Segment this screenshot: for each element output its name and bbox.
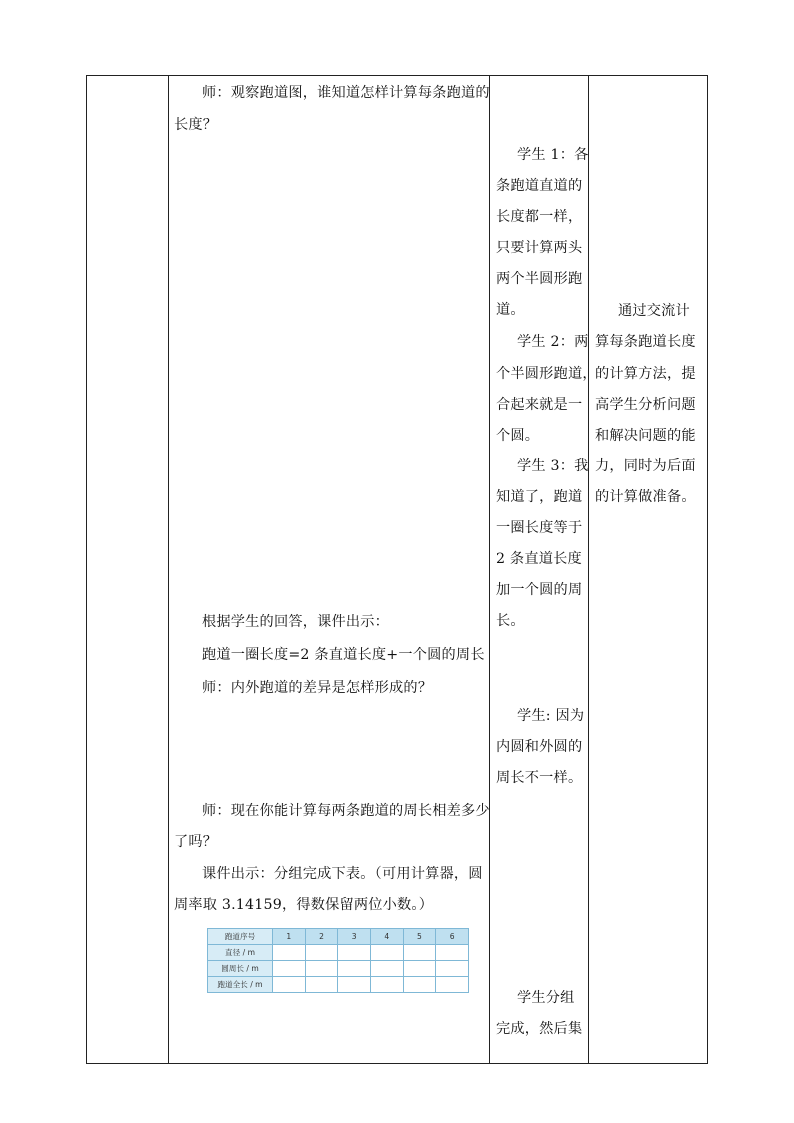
student-line: 条跑道直道的 xyxy=(496,178,583,194)
student-line: 学生分组 xyxy=(517,990,575,1006)
student-line: 完成，然后集 xyxy=(496,1021,583,1037)
intent-line: 力，同时为后面 xyxy=(595,458,696,474)
header-cell: 5 xyxy=(403,929,436,945)
student-line: 一圈长度等于 xyxy=(496,520,583,536)
student-line: 学生 1：各 xyxy=(517,147,589,163)
student-line: 个半圆形跑道， xyxy=(496,366,597,382)
table-cell xyxy=(436,945,469,961)
table-cell xyxy=(305,977,338,993)
task-instruction-line1: 课件出示：分组完成下表。（可用计算器，圆 xyxy=(202,866,483,882)
teacher-question-3-line1: 师：现在你能计算每两条跑道的周长相差多少 xyxy=(202,803,490,819)
courseware-intro: 根据学生的回答，课件出示： xyxy=(202,614,390,630)
column-divider-1 xyxy=(168,75,169,1064)
intent-line: 的计算做准备。 xyxy=(595,489,696,505)
table-cell xyxy=(338,945,371,961)
table-cell xyxy=(436,961,469,977)
row-label-circumference: 圆周长 / m xyxy=(208,961,273,977)
header-cell: 4 xyxy=(370,929,403,945)
student-line: 个圆。 xyxy=(496,428,540,444)
student-line: 内圆和外圆的 xyxy=(496,739,583,755)
track-calculation-table xyxy=(207,928,469,993)
teacher-question-2: 师：内外跑道的差异是怎样形成的？ xyxy=(202,680,433,696)
header-cell: 6 xyxy=(436,929,469,945)
table-cell xyxy=(403,945,436,961)
table-cell xyxy=(436,977,469,993)
student-line: 道。 xyxy=(496,302,525,318)
teacher-question-3-line2: 了吗？ xyxy=(174,834,218,850)
column-divider-3 xyxy=(588,75,589,1064)
teacher-question-1-line1: 师：观察跑道图，谁知道怎样计算每条跑道的 xyxy=(202,85,490,101)
student-line: 知道了，跑道 xyxy=(496,489,583,505)
row-label-track-total: 跑道全长 / m xyxy=(208,977,273,993)
student-line: 周长不一样。 xyxy=(496,770,583,786)
intent-line: 和解决问题的能 xyxy=(595,428,696,444)
student-line: 长度都一样， xyxy=(496,209,583,225)
table-cell xyxy=(370,945,403,961)
table-cell xyxy=(273,945,306,961)
student-line: 合起来就是一 xyxy=(496,397,583,413)
table-cell xyxy=(403,961,436,977)
track-length-formula: 跑道一圈长度=2 条直道长度+一个圆的周长 xyxy=(202,647,485,663)
table-row xyxy=(208,961,469,977)
intent-line: 高学生分析问题 xyxy=(595,397,696,413)
student-line: 只要计算两头 xyxy=(496,240,583,256)
student-line: 学生 3：我 xyxy=(517,458,589,474)
table-header-row xyxy=(208,929,469,945)
header-cell: 2 xyxy=(305,929,338,945)
table-row xyxy=(208,977,469,993)
row-label-diameter: 直径 / m xyxy=(208,945,273,961)
intent-line: 通过交流计 xyxy=(618,303,690,319)
table-cell xyxy=(403,977,436,993)
student-line: 长。 xyxy=(496,613,525,629)
header-cell: 1 xyxy=(273,929,306,945)
table-row xyxy=(208,945,469,961)
column-divider-2 xyxy=(489,75,490,1064)
table-cell xyxy=(305,945,338,961)
table-cell xyxy=(305,961,338,977)
intent-line: 的计算方法，提 xyxy=(595,366,696,382)
intent-line: 算每条跑道长度 xyxy=(595,334,696,350)
header-track-number: 跑道序号 xyxy=(208,929,273,945)
student-line: 两个半圆形跑 xyxy=(496,271,583,287)
table-cell xyxy=(338,977,371,993)
table-cell xyxy=(338,961,371,977)
student-line: 学生: 因为 xyxy=(517,708,585,724)
student-line: 2 条直道长度 xyxy=(496,551,582,567)
table-cell xyxy=(273,977,306,993)
student-line: 加一个圆的周 xyxy=(496,582,583,598)
teacher-question-1-line2: 长度？ xyxy=(174,117,218,133)
table-cell xyxy=(273,961,306,977)
lesson-table xyxy=(86,75,708,1064)
student-line: 学生 2：两 xyxy=(517,334,589,350)
table-cell xyxy=(370,961,403,977)
task-instruction-line2: 周率取 3.14159，得数保留两位小数。） xyxy=(174,897,434,913)
header-cell: 3 xyxy=(338,929,371,945)
table-cell xyxy=(370,977,403,993)
